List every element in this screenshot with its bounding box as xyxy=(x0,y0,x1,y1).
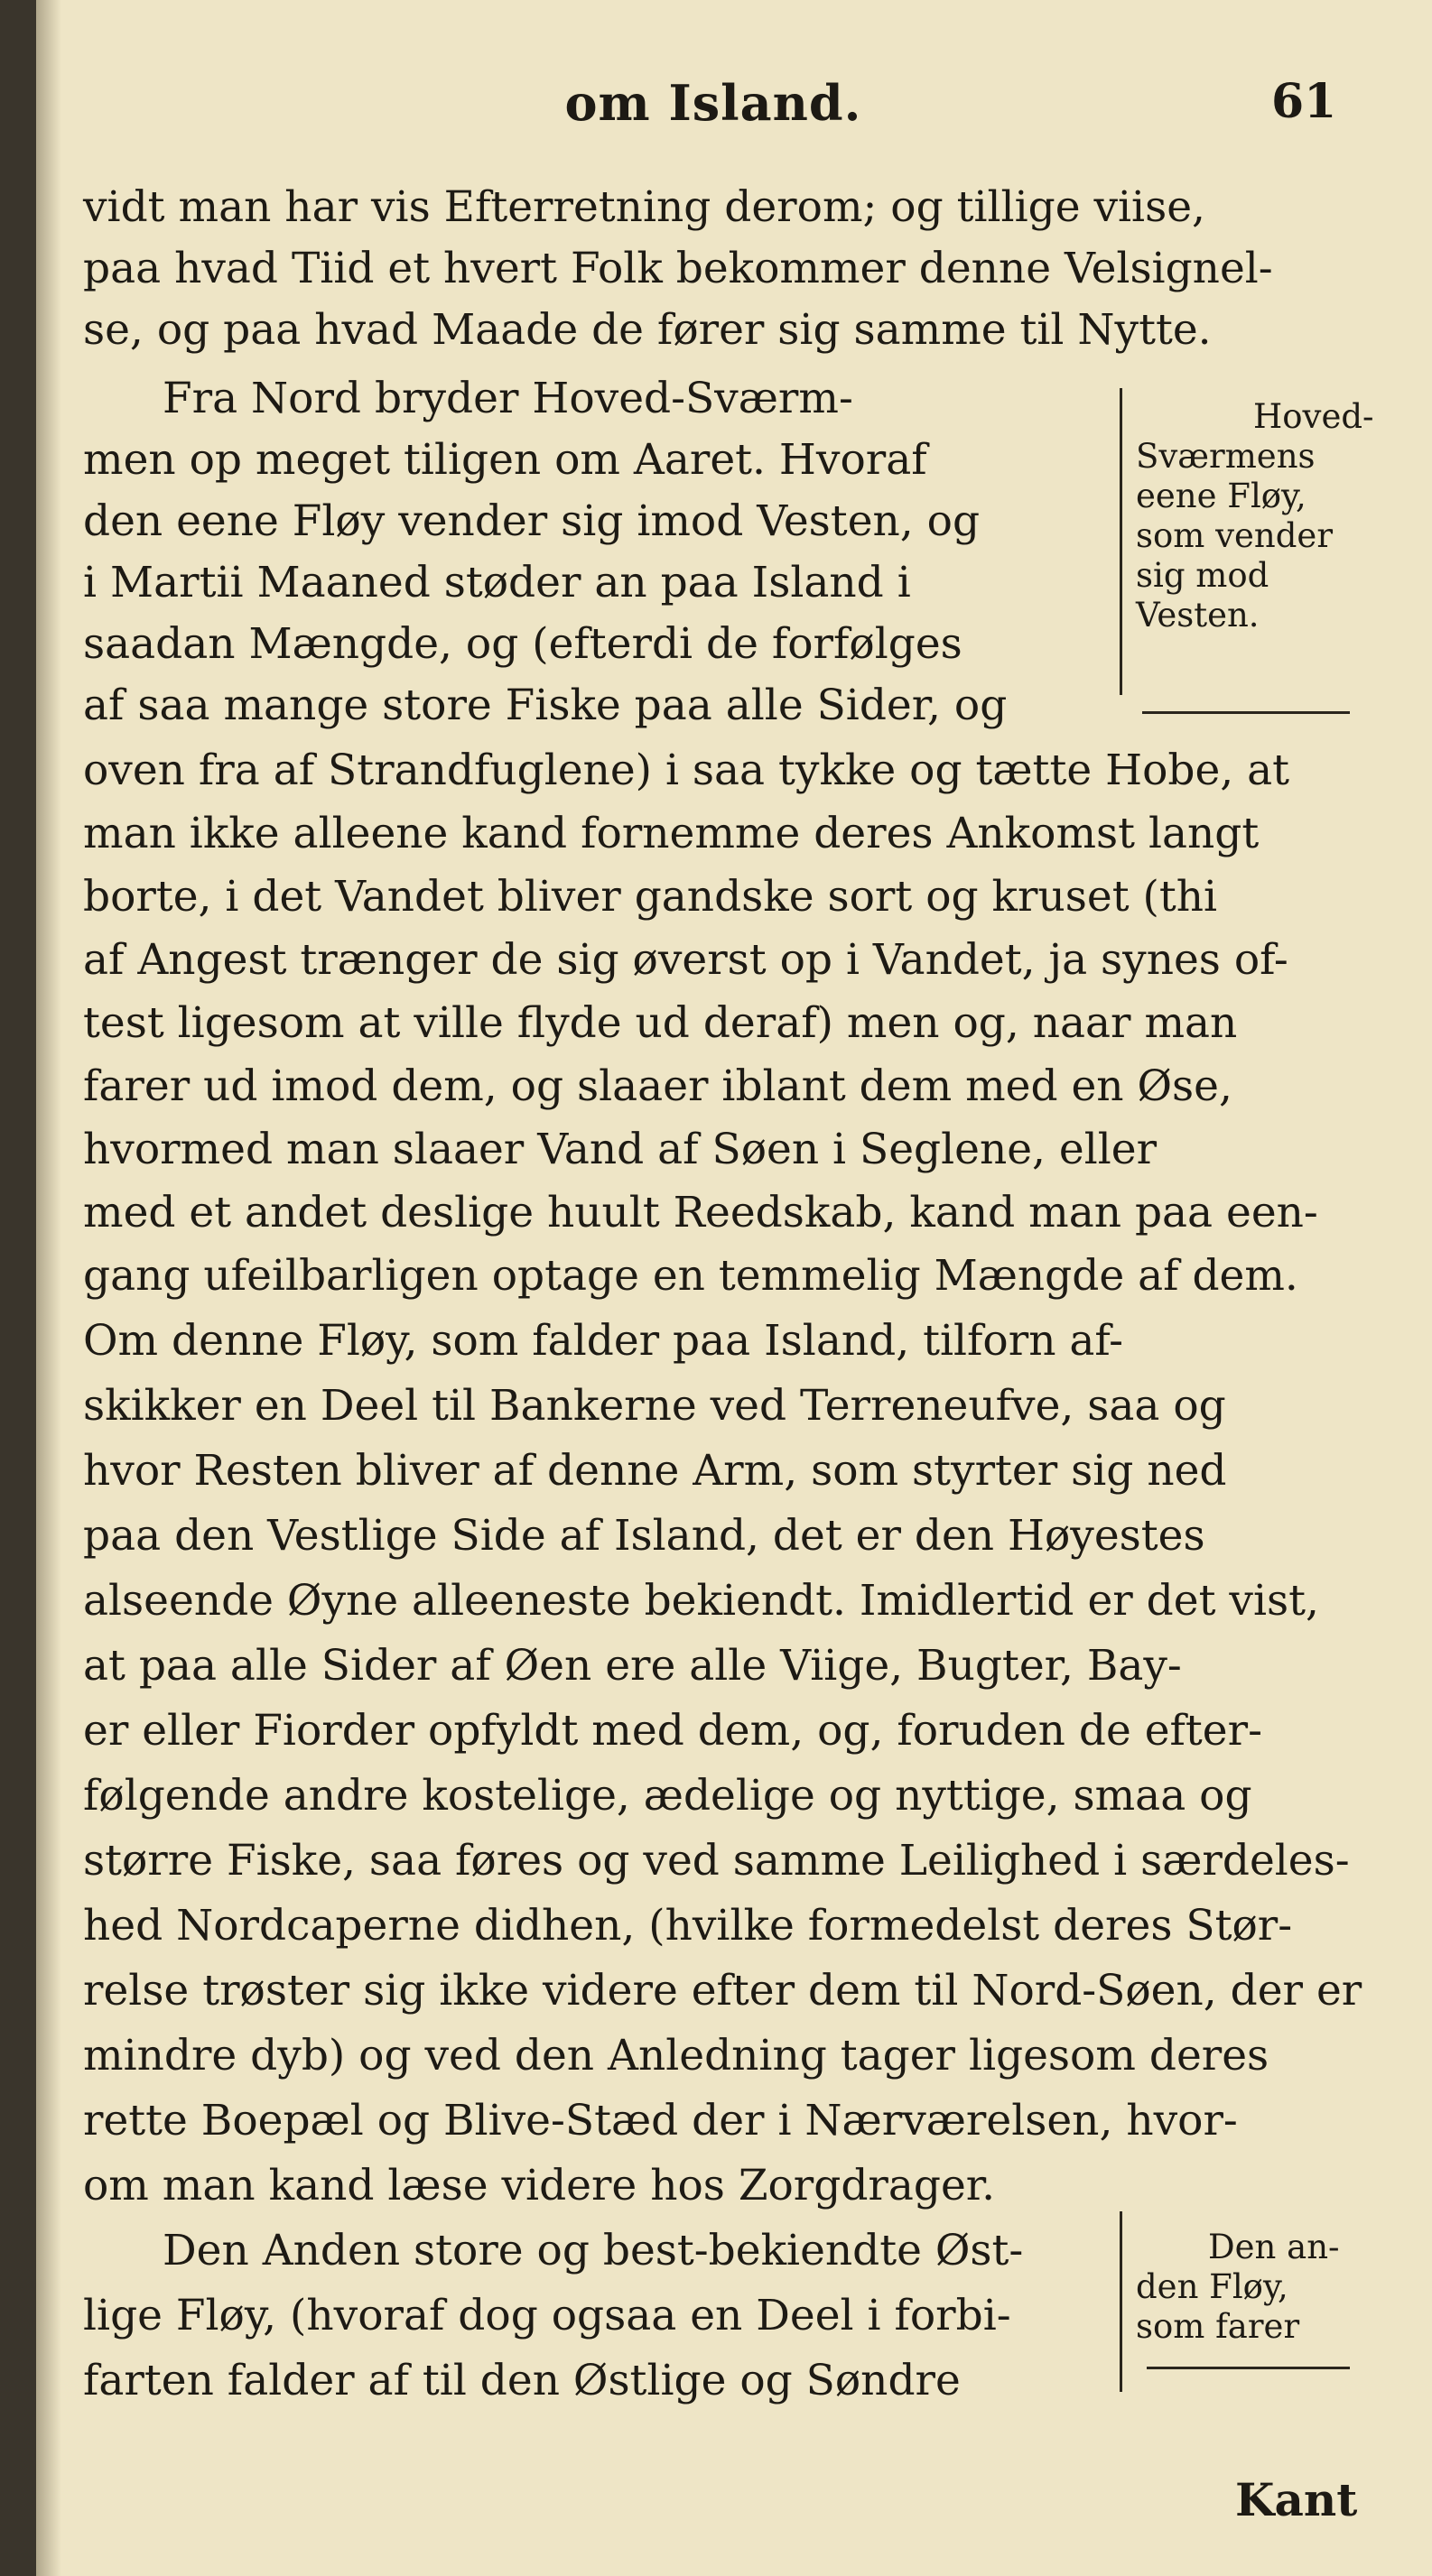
text-line: af saa mange store Fiske paa alle Sider, og xyxy=(83,681,1008,730)
marginal-note-line: Den an- xyxy=(1208,2228,1340,2266)
margin-divider xyxy=(1142,711,1350,714)
marginal-note-line: den Fløy, xyxy=(1136,2267,1288,2306)
marginal-note-line: som farer xyxy=(1136,2307,1300,2346)
text-line: med et andet deslige huult Reedskab, kand man paa een- xyxy=(83,1188,1318,1237)
marginal-note xyxy=(1136,2228,1362,2347)
text-line: følgende andre kostelige, ædelige og nyttige, smaa og xyxy=(83,1771,1252,1821)
text-line: Den Anden store og best-bekiendte Øst- xyxy=(163,2226,1024,2275)
text-line: borte, i det Vandet bliver gandske sort og kruset (thi xyxy=(83,872,1218,922)
text-line: at paa alle Sider af Øen ere alle Viige, Bugter, Bay- xyxy=(83,1641,1182,1691)
text-line: rette Boepæl og Blive-Stæd der i Nærværelsen, hvor- xyxy=(83,2096,1238,2145)
text-line: om man kand læse videre hos Zorgdrager. xyxy=(83,2161,996,2210)
text-line: farer ud imod dem, og slaaer iblant dem med en Øse, xyxy=(83,1061,1232,1111)
text-line: er eller Fiorder opfyldt med dem, og, foruden de efter- xyxy=(83,1706,1262,1756)
marginal-note-line: sig mod xyxy=(1136,556,1269,595)
text-line: paa hvad Tiid et hvert Folk bekommer denne Velsignel- xyxy=(83,244,1273,293)
text-line: gang ufeilbarligen optage en temmelig Mængde af dem. xyxy=(83,1251,1298,1301)
text-line: i Martii Maaned støder an paa Island i xyxy=(83,558,911,607)
text-line: mindre dyb) og ved den Anledning tager ligesom deres xyxy=(83,2031,1269,2080)
text-line: hvor Resten bliver af denne Arm, som styrter sig ned xyxy=(83,1446,1227,1496)
marginal-note-line: Vesten. xyxy=(1136,596,1260,635)
text-line: test ligesom at ville flyde ud deraf) men og, naar man xyxy=(83,998,1238,1048)
text-line: Om denne Fløy, som falder paa Island, tilforn af- xyxy=(83,1316,1124,1366)
margin-rule xyxy=(1120,2211,1122,2392)
text-line: relse trøster sig ikke videre efter dem til Nord-Søen, der er xyxy=(83,1966,1362,2015)
text-line: Fra Nord bryder Hoved-Sværm- xyxy=(163,374,853,423)
text-line: saadan Mængde, og (efterdi de forfølges xyxy=(83,619,962,669)
margin-rule xyxy=(1120,388,1122,695)
text-line: se, og paa hvad Maade de fører sig samme til Nytte. xyxy=(83,305,1212,355)
marginal-note-line: Hoved- xyxy=(1253,397,1374,436)
margin-divider xyxy=(1147,2367,1350,2369)
marginal-note-line: eene Fløy, xyxy=(1136,477,1306,515)
marginal-note-line: som vender xyxy=(1136,516,1334,555)
text-line: man ikke alleene kand fornemme deres Ankomst langt xyxy=(83,809,1260,858)
text-line: hvormed man slaaer Vand af Søen i Seglene, eller xyxy=(83,1125,1158,1174)
binding-shadow xyxy=(36,0,61,2576)
marginal-note xyxy=(1136,397,1374,635)
text-line: farten falder af til den Østlige og Søndre xyxy=(83,2356,961,2405)
page-number: 61 xyxy=(1271,74,1337,129)
text-line: den eene Fløy vender sig imod Vesten, og xyxy=(83,496,981,546)
text-line: af Angest trænger de sig øverst op i Vandet, ja synes of- xyxy=(83,935,1288,985)
text-line: hed Nordcaperne didhen, (hvilke formedelst deres Stør- xyxy=(83,1901,1293,1951)
marginal-note-line: Sværmens xyxy=(1136,437,1316,476)
text-line: oven fra af Strandfuglene) i saa tykke og tætte Hobe, at xyxy=(83,746,1290,795)
running-title: om Island. xyxy=(564,74,862,132)
text-line: paa den Vestlige Side af Island, det er den Høyestes xyxy=(83,1511,1205,1561)
text-line: skikker en Deel til Bankerne ved Terreneufve, saa og xyxy=(83,1381,1226,1431)
catchword: Kant xyxy=(1235,2473,1358,2526)
text-line: større Fiske, saa føres og ved samme Leilighed i særdeles- xyxy=(83,1836,1350,1886)
text-line: alseende Øyne alleeneste bekiendt. Imidlertid er det vist, xyxy=(83,1576,1319,1626)
text-line: lige Fløy, (hvoraf dog ogsaa en Deel i forbi- xyxy=(83,2291,1011,2340)
text-line: men op meget tiligen om Aaret. Hvoraf xyxy=(83,435,927,485)
text-line: vidt man har vis Efterretning derom; og tillige viise, xyxy=(83,182,1205,232)
